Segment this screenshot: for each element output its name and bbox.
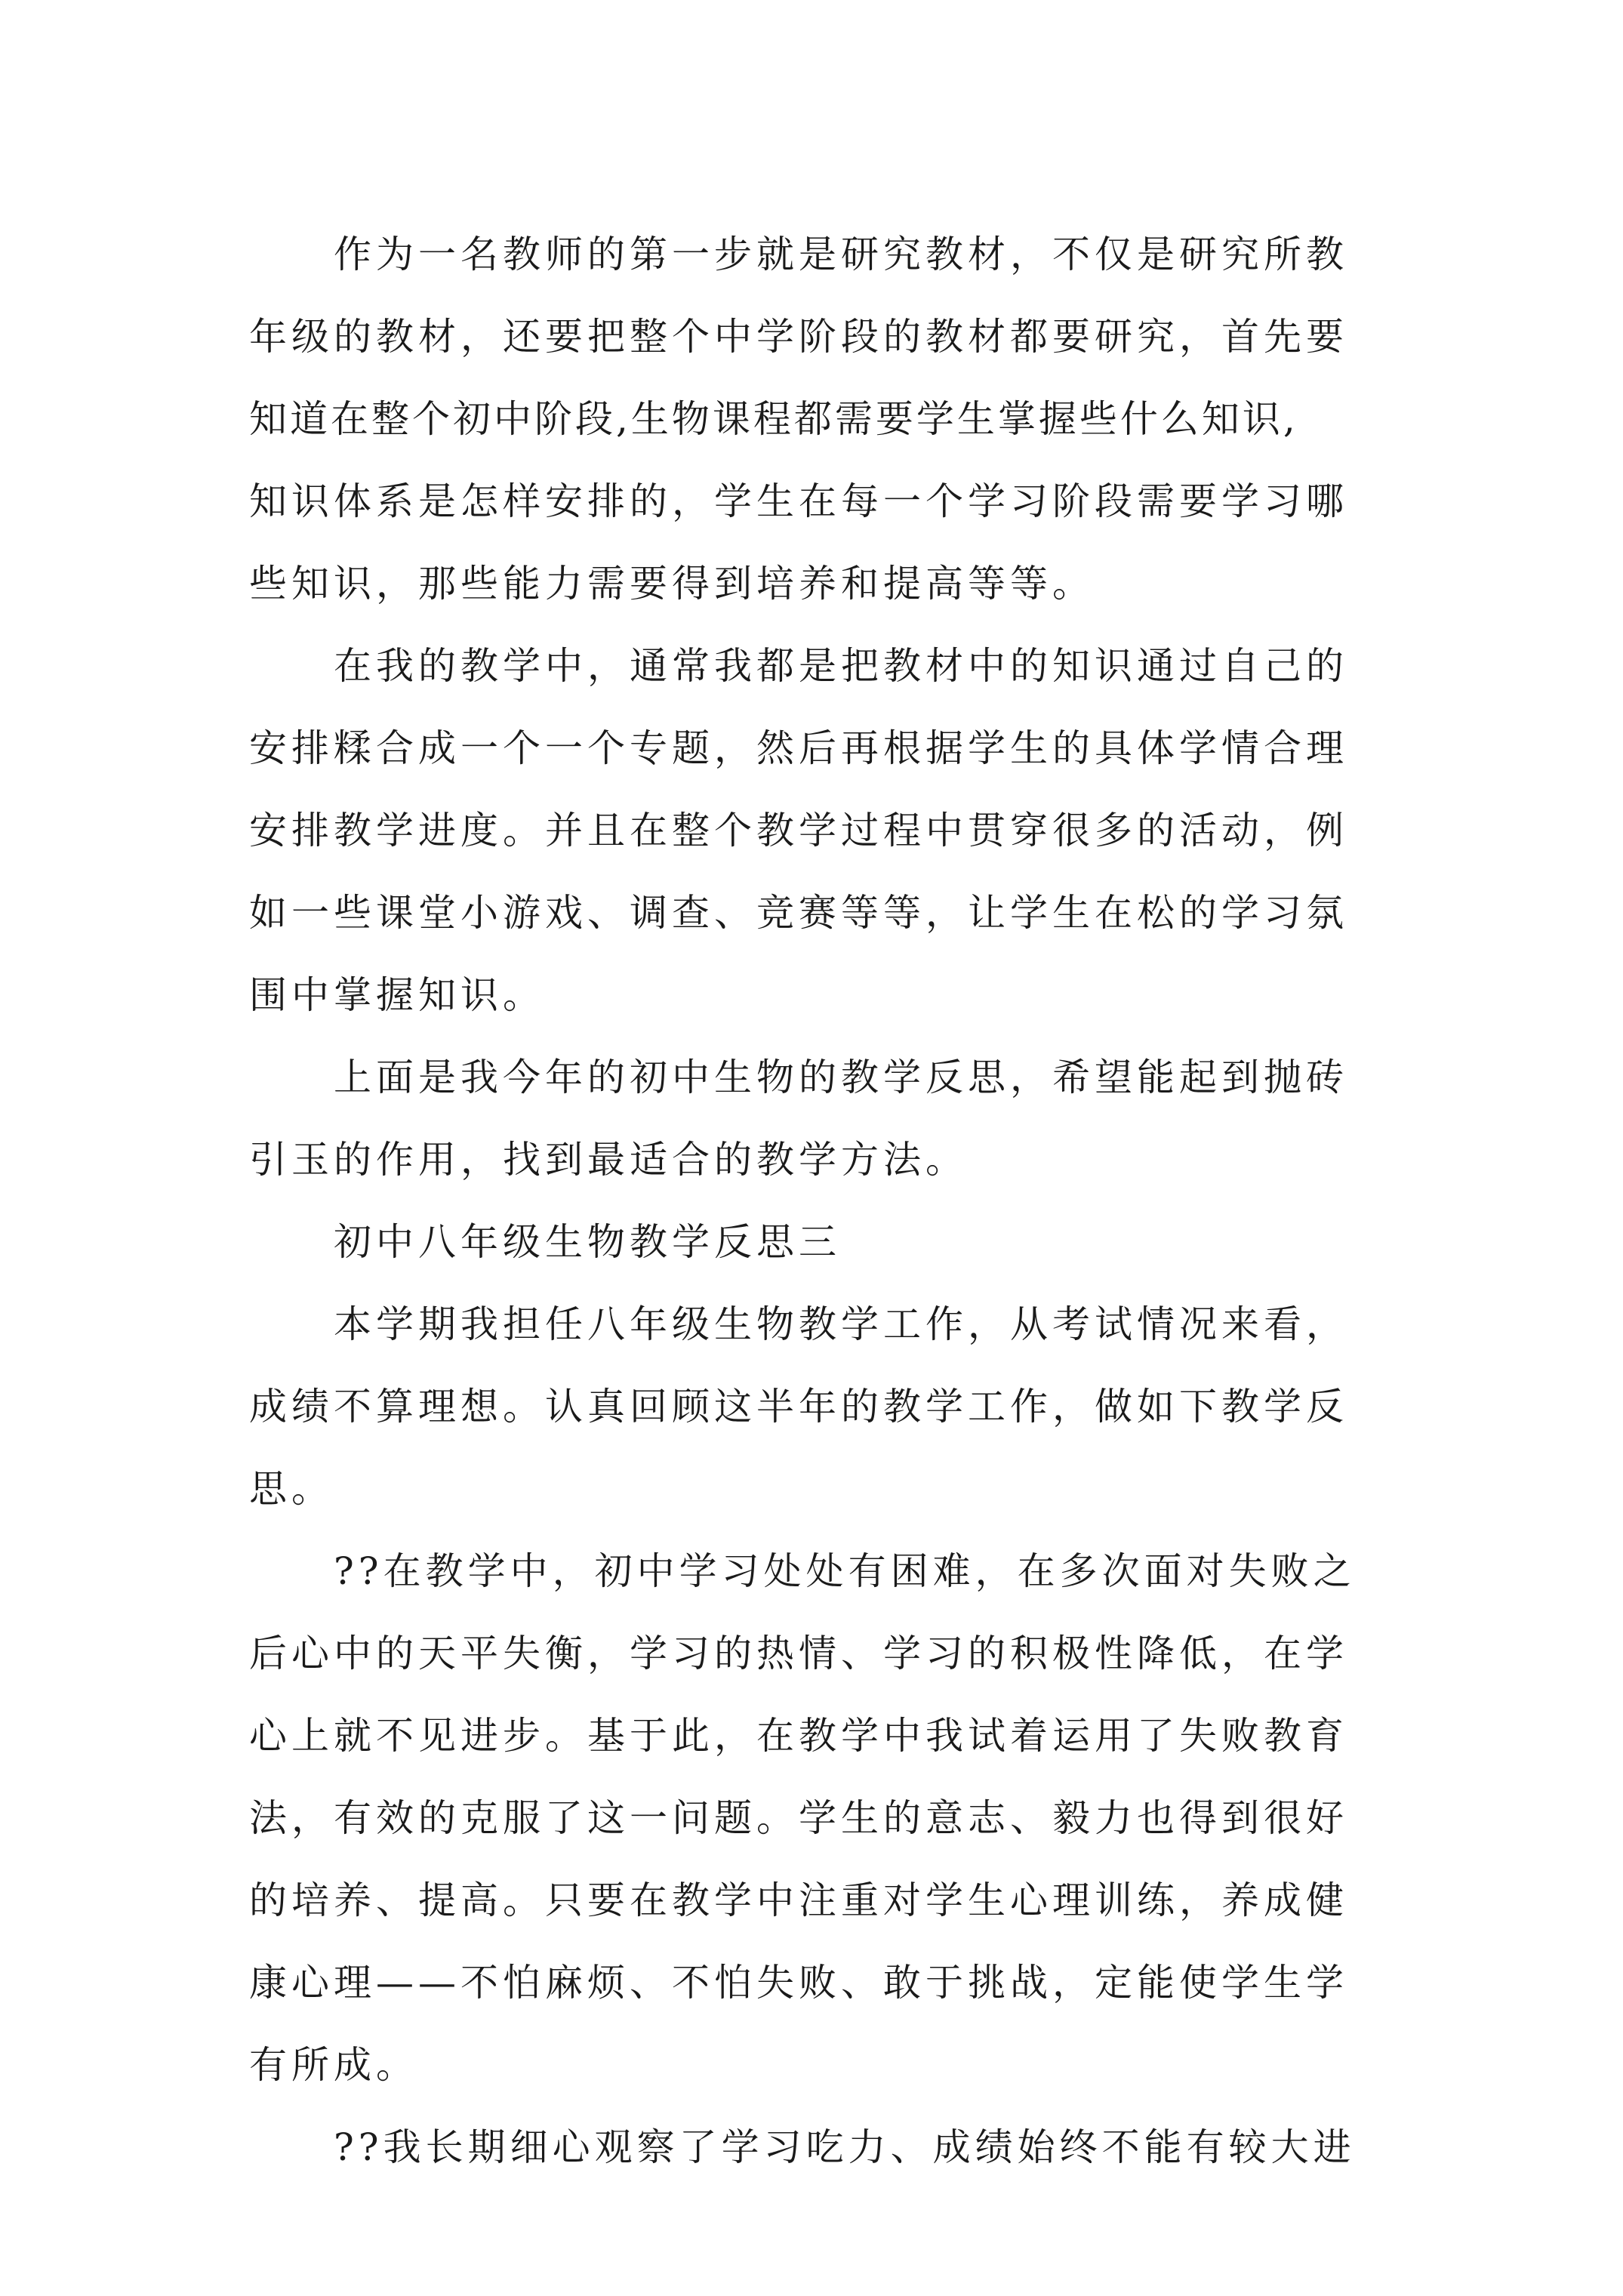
text-line: 心上就不见进步。基于此，在教学中我试着运用了失败教育 [249,1714,1348,1758]
text-line: 上面是我今年的初中生物的教学反思，希望能起到抛砖 [334,1056,1348,1099]
text-line: 年级的教材，还要把整个中学阶段的教材都要研究，首先要 [249,315,1348,359]
text-line: 引玉的作用，找到最适合的教学方法。 [249,1138,968,1182]
text-line: 作为一名教师的第一步就是研究教材，不仅是研究所教 [334,233,1348,276]
text-line: 安排糅合成一个一个专题，然后再根据学生的具体学情合理 [249,726,1348,770]
text-line: 的培养、提高。只要在教学中注重对学生心理训练，养成健 [249,1878,1348,1922]
text-line: 思。 [249,1467,334,1511]
text-line: ??我长期细心观察了学习吃力、成绩始终不能有较大进 [334,2125,1356,2169]
text-line: 法，有效的克服了这一问题。学生的意志、毅力也得到很好 [249,1796,1348,1840]
document-body [249,214,1442,2189]
text-line: 安排教学进度。并且在整个教学过程中贯穿很多的活动，例 [249,809,1348,852]
text-line: 知识体系是怎样安排的，学生在每一个学习阶段需要学习哪 [249,479,1348,523]
text-line: 知道在整个初中阶段,生物课程都需要学生掌握些什么知识, [249,397,1298,441]
section-heading: 初中八年级生物教学反思三 [334,1220,841,1264]
text-line: 成绩不算理想。认真回顾这半年的教学工作，做如下教学反 [249,1385,1348,1428]
text-line: 本学期我担任八年级生物教学工作，从考试情况来看， [334,1302,1348,1346]
text-line: 围中掌握知识。 [249,973,545,1017]
text-line: 后心中的天平失衡，学习的热情、学习的积极性降低，在学 [249,1632,1348,1675]
text-line: 在我的教学中，通常我都是把教材中的知识通过自己的 [334,644,1348,688]
text-line: 如一些课堂小游戏、调查、竞赛等等，让学生在松的学习氛 [249,891,1348,935]
text-line: 些知识，那些能力需要得到培养和提高等等。 [249,562,1095,606]
text-line: 有所成。 [249,2043,418,2087]
text-line: ??在教学中，初中学习处处有困难，在多次面对失败之 [334,1549,1356,1593]
text-line: 康心理——不怕麻烦、不怕失败、敢于挑战，定能使学生学 [249,1961,1348,2005]
